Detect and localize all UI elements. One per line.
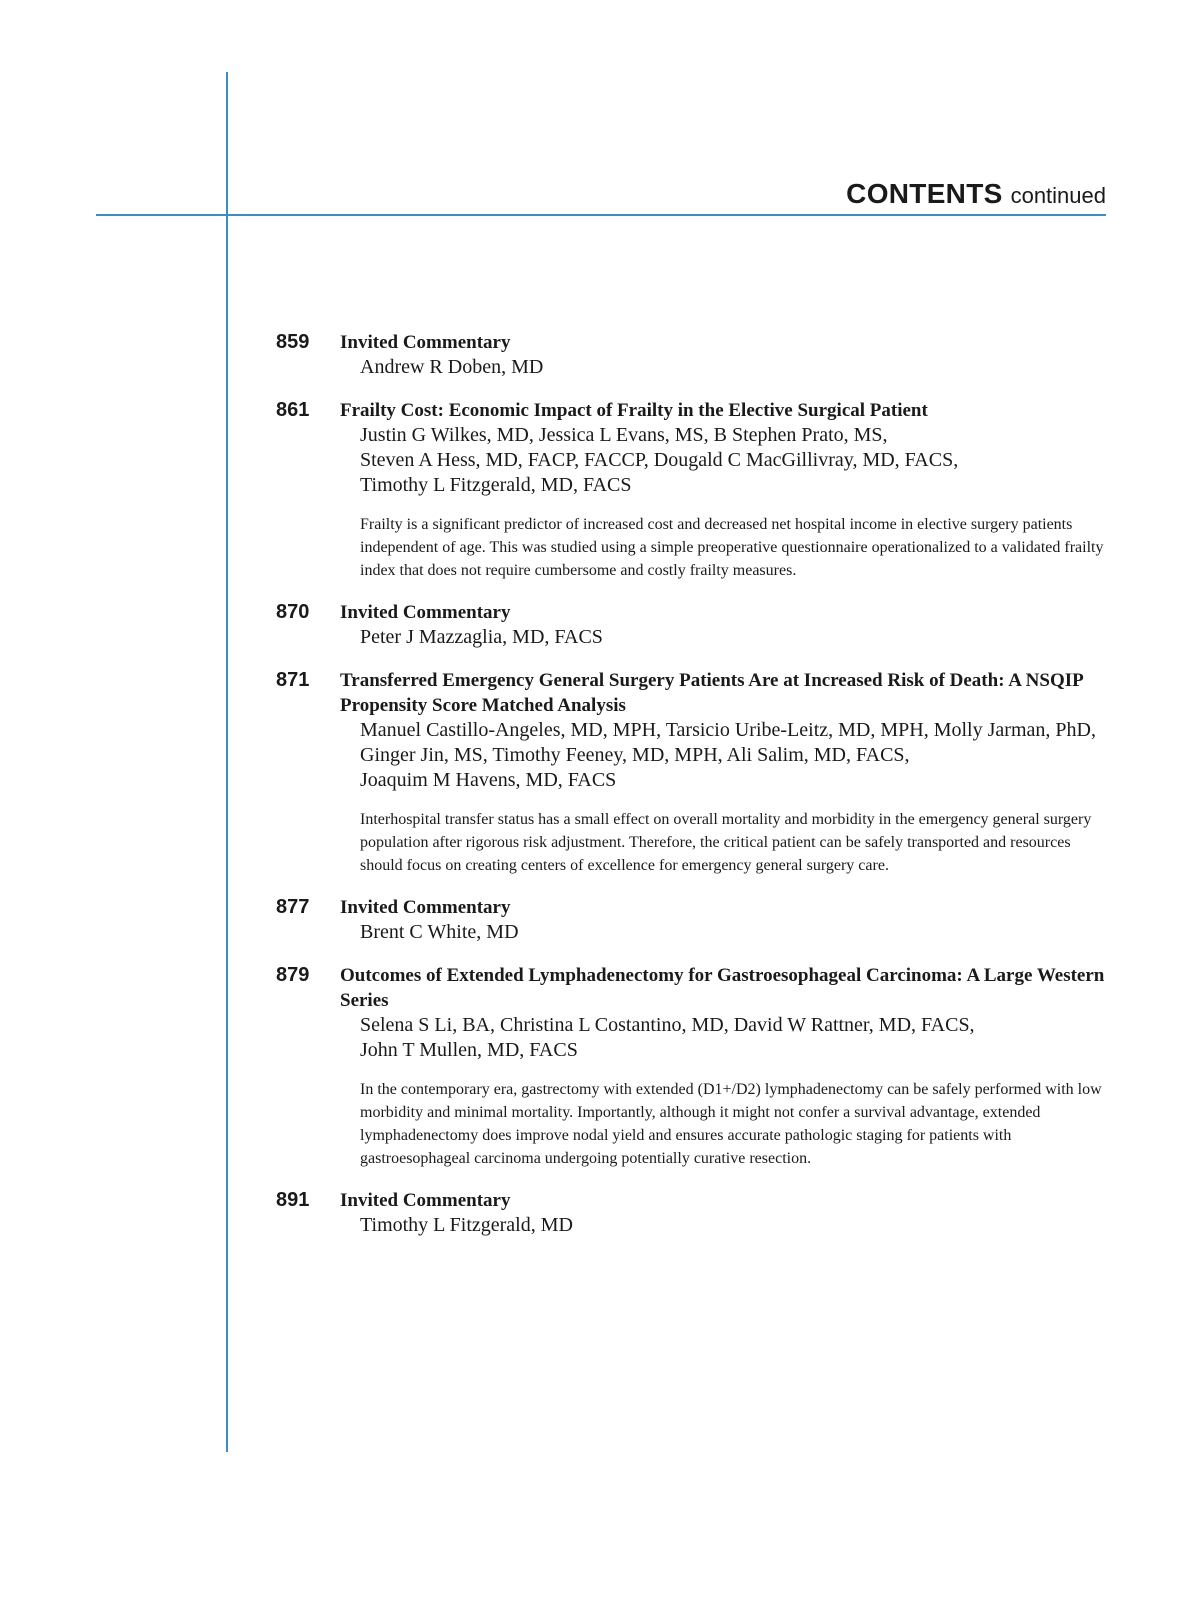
- author-line: Joaquim M Havens, MD, FACS: [360, 769, 617, 791]
- article-title: Invited Commentary: [340, 602, 511, 623]
- contents-entry: [0, 600, 1200, 650]
- article-title: Frailty Cost: Economic Impact of Frailty in the Elective Surgical Patient: [340, 400, 928, 421]
- author-line: Ginger Jin, MS, Timothy Feeney, MD, MPH, Ali Salim, MD, FACS,: [360, 744, 910, 766]
- article-abstract: Frailty is a significant predictor of increased cost and decreased net hospital income in elective surgery patients independent of age. This was studied using a simple preoperative questionnaire operationalized to a validated frailty index that does not require cumbersome and costly frailty measures.: [360, 516, 1104, 579]
- header-subtitle: continued: [1010, 183, 1106, 208]
- contents-entry: [0, 330, 1200, 380]
- article-title: Invited Commentary: [340, 897, 511, 918]
- article-title: Invited Commentary: [340, 1190, 511, 1211]
- contents-entry: [0, 895, 1200, 945]
- contents-entry: [0, 668, 1200, 877]
- contents-entry: [0, 963, 1200, 1170]
- author-line: Steven A Hess, MD, FACP, FACCP, Dougald C MacGillivray, MD, FACS,: [360, 449, 959, 471]
- header-title: CONTENTS: [846, 178, 1003, 209]
- page-number: 891: [276, 1189, 310, 1211]
- contents-list: [0, 330, 1200, 1256]
- page-number: 879: [276, 964, 310, 986]
- author-line: Selena S Li, BA, Christina L Costantino, MD, David W Rattner, MD, FACS,: [360, 1014, 975, 1036]
- page-number: 871: [276, 669, 310, 691]
- author-line: Peter J Mazzaglia, MD, FACS: [360, 626, 603, 648]
- header-rule: [96, 214, 1106, 216]
- author-line: Timothy L Fitzgerald, MD, FACS: [360, 474, 632, 496]
- author-line: Justin G Wilkes, MD, Jessica L Evans, MS, B Stephen Prato, MS,: [360, 424, 888, 446]
- page-header: [846, 178, 1106, 210]
- article-title: Transferred Emergency General Surgery Patients Are at Increased Risk of Death: A NSQIP Propensity Score Matched Analysis: [340, 670, 1083, 716]
- author-line: Brent C White, MD: [360, 921, 519, 943]
- author-line: John T Mullen, MD, FACS: [360, 1039, 578, 1061]
- page-number: 877: [276, 896, 310, 918]
- page-number: 859: [276, 331, 310, 353]
- article-abstract: In the contemporary era, gastrectomy with extended (D1+/D2) lymphadenectomy can be safely performed with low morbidity and minimal mortality. Importantly, although it might not confer a survival advantage, extended lymphadenectomy does improve nodal yield and ensures accurate pathologic staging for patients with gastroesophageal carcinoma undergoing potentially curative resection.: [360, 1081, 1102, 1167]
- page-number: 861: [276, 399, 310, 421]
- author-line: Manuel Castillo-Angeles, MD, MPH, Tarsicio Uribe-Leitz, MD, MPH, Molly Jarman, PhD,: [360, 719, 1096, 741]
- author-line: Andrew R Doben, MD: [360, 356, 544, 378]
- article-title: Invited Commentary: [340, 332, 511, 353]
- page-number: 870: [276, 601, 310, 623]
- article-title: Outcomes of Extended Lymphadenectomy for Gastroesophageal Carcinoma: A Large Western Series: [340, 965, 1105, 1011]
- contents-entry: [0, 398, 1200, 582]
- author-line: Timothy L Fitzgerald, MD: [360, 1214, 573, 1236]
- contents-entry: [0, 1188, 1200, 1238]
- article-abstract: Interhospital transfer status has a small effect on overall mortality and morbidity in the emergency general surgery population after rigorous risk adjustment. Therefore, the critical patient can be safely transported and resources should focus on creating centers of excellence for emergency general surgery care.: [360, 811, 1092, 874]
